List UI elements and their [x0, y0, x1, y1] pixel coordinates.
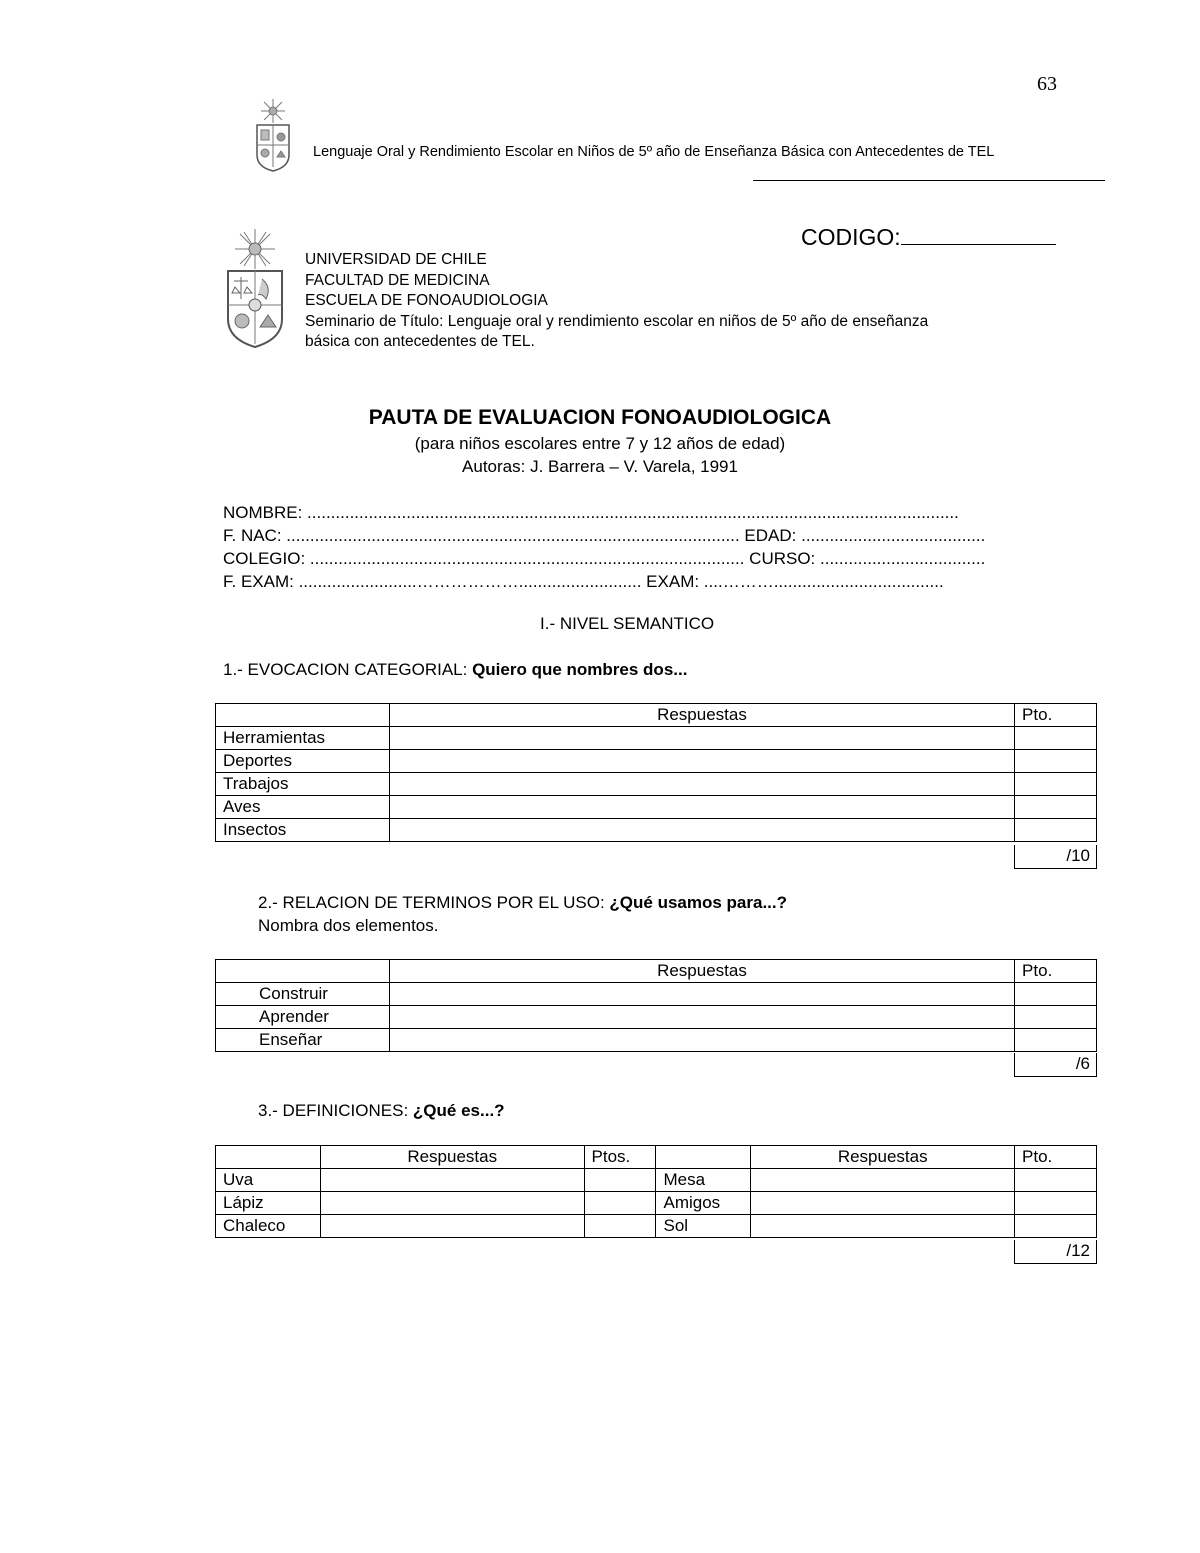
score-cell[interactable] — [1015, 1169, 1097, 1192]
table-row — [216, 983, 1097, 1006]
q2-label: 2.- RELACION DE TERMINOS POR EL USO: — [258, 893, 610, 912]
institution-line-seminar-cont: básica con antecedentes de TEL. — [305, 333, 535, 350]
row-label: Enseñar — [216, 1029, 390, 1052]
q3-table — [215, 1145, 1097, 1238]
institution-line-university: UNIVERSIDAD DE CHILE — [305, 251, 487, 268]
answer-cell[interactable] — [751, 1192, 1015, 1215]
score-cell[interactable] — [1015, 1192, 1097, 1215]
answer-cell[interactable] — [389, 983, 1014, 1006]
row-label: Aves — [216, 796, 390, 819]
header-respuestas-right: Respuestas — [751, 1146, 1015, 1169]
table-header-row — [216, 960, 1097, 983]
section-heading-semantico: I.- NIVEL SEMANTICO — [540, 614, 715, 633]
q3-heading — [258, 1101, 505, 1121]
table-row — [216, 727, 1097, 750]
score-cell[interactable] — [1015, 796, 1097, 819]
institution-line-school: ESCUELA DE FONOAUDIOLOGIA — [305, 292, 548, 309]
running-title: Lenguaje Oral y Rendimiento Escolar en Niños de 5º año de Enseñanza Básica con Antecedentes de TEL — [313, 144, 995, 160]
institution-block — [305, 250, 928, 353]
answer-cell[interactable] — [320, 1169, 584, 1192]
row-label: Insectos — [216, 819, 390, 842]
table-row — [216, 1192, 1097, 1215]
fnac-edad-field[interactable]: F. NAC: ................................................................................................ EDAD: ....................................... — [223, 526, 986, 545]
score-cell[interactable] — [1015, 1029, 1097, 1052]
row-label: Construir — [216, 983, 390, 1006]
codigo-blank[interactable] — [901, 224, 1056, 245]
q2-heading — [258, 893, 787, 913]
row-label: Herramientas — [216, 727, 390, 750]
table-row — [216, 796, 1097, 819]
row-label: Mesa — [656, 1169, 751, 1192]
score-cell[interactable] — [584, 1192, 656, 1215]
row-label: Uva — [216, 1169, 321, 1192]
row-label: Chaleco — [216, 1215, 321, 1238]
nombre-field[interactable]: NOMBRE: .......................................................................................................................................... — [223, 503, 959, 522]
q1-label: 1.- EVOCACION CATEGORIAL: — [223, 660, 473, 679]
codigo-label: CODIGO: — [801, 224, 901, 250]
q3-prompt: ¿Qué es...? — [412, 1101, 505, 1120]
q3-label: 3.- DEFINICIONES: — [258, 1101, 413, 1120]
header-pto: Pto. — [1015, 960, 1097, 983]
score-cell[interactable] — [1015, 819, 1097, 842]
answer-cell[interactable] — [389, 1006, 1014, 1029]
score-cell[interactable] — [1015, 750, 1097, 773]
q2-instruction: Nombra dos elementos. — [258, 916, 439, 935]
header-pto: Pto. — [1015, 704, 1097, 727]
row-label: Sol — [656, 1215, 751, 1238]
row-label: Lápiz — [216, 1192, 321, 1215]
table-row — [216, 1006, 1097, 1029]
document-authors: Autoras: J. Barrera – V. Varela, 1991 — [462, 457, 738, 476]
score-cell[interactable] — [584, 1169, 656, 1192]
q2-total-score[interactable]: /6 — [1014, 1053, 1097, 1077]
q2-table — [215, 959, 1097, 1052]
table-row — [216, 1169, 1097, 1192]
header-respuestas-left: Respuestas — [320, 1146, 584, 1169]
table-row — [216, 819, 1097, 842]
colegio-curso-field[interactable]: COLEGIO: ............................................................................................ CURSO: ................................... — [223, 549, 986, 568]
q3-total-score[interactable]: /12 — [1014, 1240, 1097, 1264]
q1-prompt: Quiero que nombres dos... — [472, 660, 688, 679]
header-cell-empty — [216, 704, 390, 727]
answer-cell[interactable] — [751, 1215, 1015, 1238]
table-row — [216, 1029, 1097, 1052]
row-label: Trabajos — [216, 773, 390, 796]
institution-line-seminar: Seminario de Título: Lenguaje oral y rendimiento escolar en niños de 5º año de enseñanza — [305, 312, 929, 330]
score-cell[interactable] — [1015, 983, 1097, 1006]
answer-cell[interactable] — [389, 750, 1014, 773]
university-crest-icon-small — [251, 97, 295, 173]
answer-cell[interactable] — [320, 1215, 584, 1238]
document-subtitle: (para niños escolares entre 7 y 12 años de edad) — [414, 434, 786, 453]
header-ptos: Ptos. — [584, 1146, 656, 1169]
table-row — [216, 773, 1097, 796]
answer-cell[interactable] — [389, 773, 1014, 796]
header-cell-empty — [216, 960, 390, 983]
score-cell[interactable] — [1015, 1006, 1097, 1029]
answer-cell[interactable] — [389, 1029, 1014, 1052]
row-label: Aprender — [216, 1006, 390, 1029]
answer-cell[interactable] — [389, 727, 1014, 750]
page-number: 63 — [1037, 73, 1057, 95]
score-cell[interactable] — [584, 1215, 656, 1238]
table-row — [216, 750, 1097, 773]
score-cell[interactable] — [1015, 773, 1097, 796]
score-cell[interactable] — [1015, 727, 1097, 750]
q1-heading — [223, 660, 687, 680]
answer-cell[interactable] — [320, 1192, 584, 1215]
q2-prompt: ¿Qué usamos para...? — [609, 893, 788, 912]
header-respuestas: Respuestas — [389, 704, 1014, 727]
header-pto: Pto. — [1015, 1146, 1097, 1169]
answer-cell[interactable] — [751, 1169, 1015, 1192]
document-title: PAUTA DE EVALUACION FONOAUDIOLOGICA — [368, 406, 832, 429]
table-row — [216, 1215, 1097, 1238]
header-respuestas: Respuestas — [389, 960, 1014, 983]
q1-total-score[interactable]: /10 — [1014, 845, 1097, 869]
header-cell-empty — [656, 1146, 751, 1169]
institution-line-faculty: FACULTAD DE MEDICINA — [305, 271, 490, 289]
header-rule — [753, 180, 1105, 181]
fexam-exam-field[interactable]: F. EXAM: .........................……………….......................... EXAM: ....……….................................... — [223, 572, 944, 591]
answer-cell[interactable] — [389, 796, 1014, 819]
university-crest-icon — [224, 229, 286, 351]
q1-table — [215, 703, 1097, 842]
row-label: Deportes — [216, 750, 390, 773]
table-header-row — [216, 704, 1097, 727]
table-header-row — [216, 1146, 1097, 1169]
codigo-field[interactable] — [801, 224, 1056, 251]
row-label: Amigos — [656, 1192, 751, 1215]
answer-cell[interactable] — [389, 819, 1014, 842]
header-cell-empty — [216, 1146, 321, 1169]
score-cell[interactable] — [1015, 1215, 1097, 1238]
